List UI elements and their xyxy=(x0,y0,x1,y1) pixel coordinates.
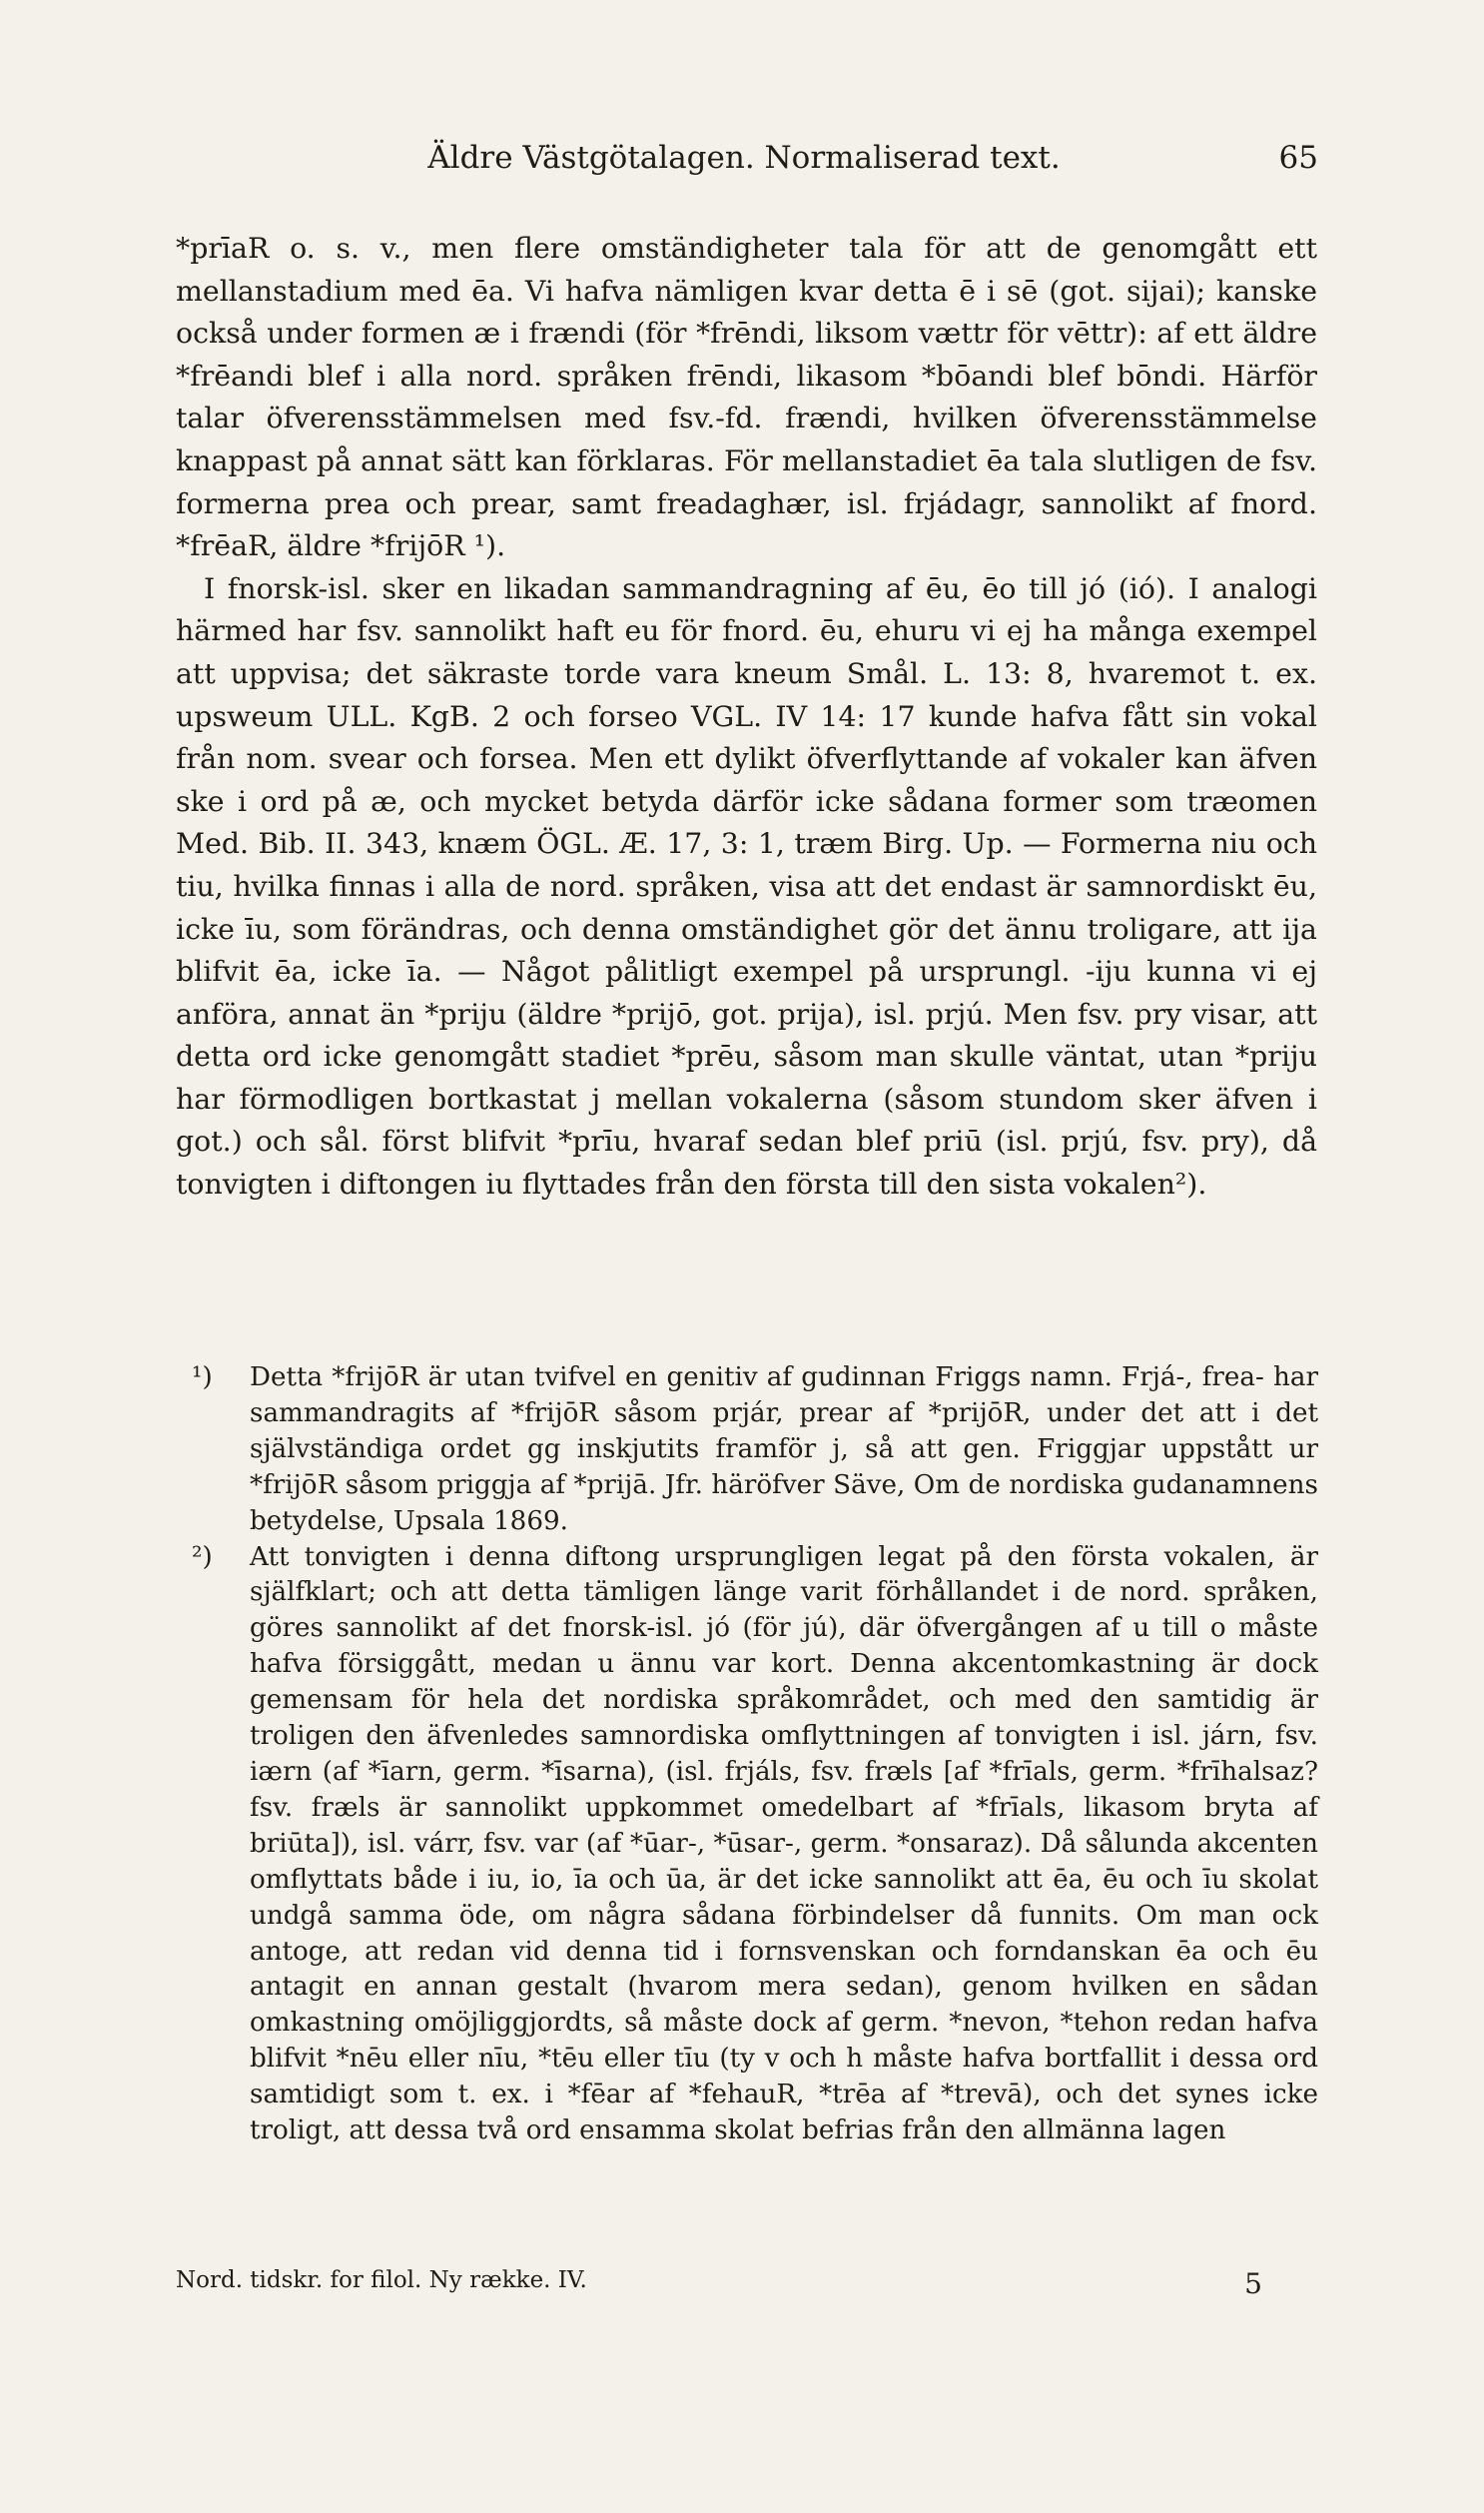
footnote-text: Detta *frijōR är utan tvifvel en genitiv af gudinnan Friggs namn. Frjá-, frea- har sammandragits af *frijōR såsom prjár, prear af *prijōR, under det att i det självständiga ordet gg inskjutits framför j, så att gen. Friggjar uppstått ur *frijōR såsom priggja af *prijā. Jfr. häröfver Säve, Om de nordiska gudanamnens betydelse, Upsala 1869. xyxy=(250,1362,1318,1536)
footnote-mark: ²) xyxy=(192,1541,213,1572)
paragraph-2: I fnorsk-isl. sker en likadan sammandragning af ēu, ēo till jó (ió). I analogi härmed har fsv. sannolikt haft eu för fnord. ēu, ehuru vi ej ha många exempel att uppvisa; det säkraste torde vara kneum Smål. L. 13: 8, hvaremot t. ex. upsweum ULL. KgB. 2 och forseo VGL. IV 14: 17 kunde hafva fått sin vokal från nom. svear och forsea. Men ett dylikt öfverflyttande af vokaler kan äfven ske i ord på æ, och mycket betyda därför icke sådana former som træomen Med. Bib. II. 343, knæm ÖGL. Æ. 17, 3: 1, træm Birg. Up. — Formerna niu och tiu, hvilka finnas i alla de nord. språken, visa att det endast är samnordiskt ēu, icke īu, som förändras, och denna omständighet gör det ännu troligare, att ija blifvit ēa, icke īa. — Något pålitligt exempel på ursprungl. -iju kunna vi ej anföra, annat än *priju (äldre *prijō, got. prija), isl. prjú. Men fsv. pry visar, att detta ord icke genomgått stadiet *prēu, såsom man skulle väntat, utan *priju har förmodligen bortkastat j mellan vokalerna (såsom stundom sker äfven i got.) och sål. först blifvit *prīu, hvaraf sedan blef priū (isl. prjú, fsv. pry), då tonvigten i diftongen iu flyttades från den första till den sista vokalen²). xyxy=(176,571,1317,1202)
page-footer xyxy=(176,2267,1317,2307)
footnotes xyxy=(192,1360,1318,2149)
running-header xyxy=(170,140,1318,188)
page-number: 65 xyxy=(1278,140,1318,176)
footnote-text: Att tonvigten i denna diftong ursprungligen legat på den första vokalen, är själfklart; och att detta tämligen länge varit förhållandet i de nord. språken, göres sannolikt af det fnorsk-isl. jó (för jú), där öfvergången af u till o måste hafva försiggått, medan u ännu var kort. Denna akcentomkastning är dock gemensam för hela det nordiska språkområdet, och med den samtidig är troligen den äfvenledes samnordiska omflyttningen af tonvigten i isl. járn, fsv. iærn (af *īarn, germ. *īsarna), (isl. frjáls, fsv. fræls [af *frīals, germ. *frīhalsaz? fsv. fræls är sannolikt uppkommet omedelbart af *frīals, likasom bryta af briūta]), isl. várr, fsv. var (af *ūar-, *ūsar-, germ. *onsaraz). Då sålunda akcenten omflyttats både i iu, io, īa och ūa, är det icke sannolikt att ēa, ēu och īu skolat undgå samma öde, om några sådana förbindelser då funnits. Om man ock antoge, att redan vid denna tid i fornsvenskan och forndanskan ēa och ēu antagit en annan gestalt (hvarom mera sedan), genom hvilken en sådan omkastning omöjliggjordts, så måste dock af germ. *nevon, *tehon redan hafva blifvit *nēu eller nīu, *tēu eller tīu (ty v och h måste hafva bortfallit i dessa ord samtidigt som t. ex. i *fēar af *fehauR, *trēa af *trevā), och det synes icke troligt, att dessa två ord ensamma skolat befrias från den allmänna lagen xyxy=(250,1541,1318,2146)
paragraph-1: *prīaR o. s. v., men flere omständigheter tala för att de genomgått ett mellanstadium med ēa. Vi hafva nämligen kvar detta ē i sē (got. sijai); kanske också under formen æ i frændi (för *frēndi, liksom vættr för vēttr): af ett äldre *frēandi blef i alla nord. språken frēndi, likasom *bōandi blef bōndi. Härför talar öfverensstämmelsen med fsv.-fd. frændi, hvilken öfverensstämmelse knappast på annat sätt kan förklaras. För mellanstadiet ēa tala slutligen de fsv. formerna prea och prear, samt freadaghær, isl. frjádagr, sannolikt af fnord. *frēaR, äldre *frijōR ¹). xyxy=(176,232,1317,563)
main-text xyxy=(176,228,1317,1207)
sheet-signature: 5 xyxy=(1244,2267,1262,2300)
footnote-1 xyxy=(192,1360,1318,1540)
running-title: Äldre Västgötalagen. Normaliserad text. xyxy=(427,140,1061,176)
journal-line: Nord. tidskr. for filol. Ny række. IV. xyxy=(176,2267,587,2293)
footnote-mark: ¹) xyxy=(192,1362,213,1392)
footnote-2 xyxy=(192,1540,1318,2149)
